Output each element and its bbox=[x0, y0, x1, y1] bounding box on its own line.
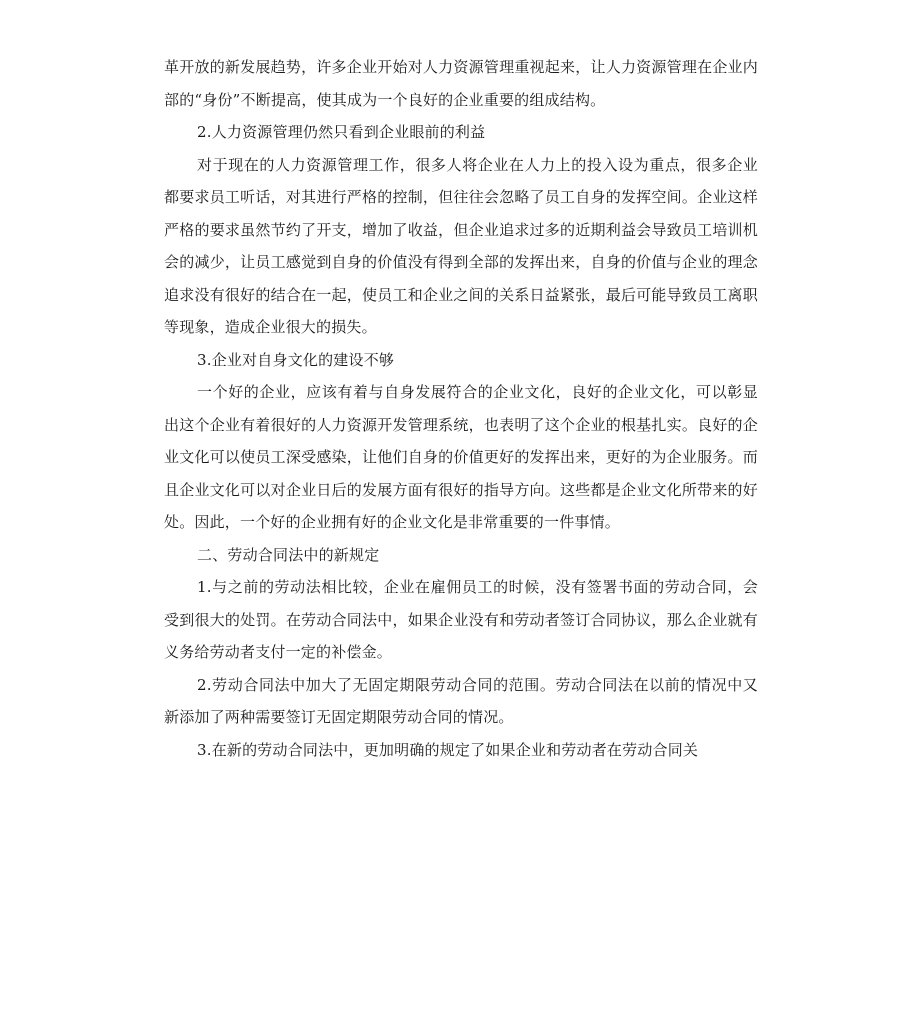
paragraph-rule-1: 1.与之前的劳动法相比较，企业在雇佣员工的时候，没有签署书面的劳动合同，会受到很大的处罚。在劳动合同法中，如果企业没有和劳动者签订合同协议，那么企业就有义务给劳动者支付一定的补偿金。 bbox=[164, 578, 758, 661]
document-body bbox=[164, 51, 758, 766]
paragraph-corporate-culture: 一个好的企业，应该有着与自身发展符合的企业文化，良好的企业文化，可以彰显出这个企业有着很好的人力资源开发管理系统，也表明了这个企业的根基扎实。良好的企业文化可以使员工深受感染，让他们自身的价值更好的发挥出来，更好的为企业服务。而且企业文化可以对企业日后的发展方面有很好的指导方向。这些都是企业文化所带来的好处。因此，一个好的企业拥有好的企业文化是非常重要的一件事情。 bbox=[164, 383, 758, 531]
paragraph-intro-continuation: 革开放的新发展趋势，许多企业开始对人力资源管理重视起来，让人力资源管理在企业内部的“身份”不断提高，使其成为一个良好的企业重要的组成结构。 bbox=[164, 58, 758, 109]
paragraph-rule-3: 3.在新的劳动合同法中，更加明确的规定了如果企业和劳动者在劳动合同关 bbox=[197, 740, 699, 759]
paragraph-short-term-interest: 对于现在的人力资源管理工作，很多人将企业在人力上的投入设为重点，很多企业都要求员工听话，对其进行严格的控制，但往往会忽略了员工自身的发挥空间。企业这样严格的要求虽然节约了开支，增加了收益，但企业追求过多的近期利益会导致员工培训机会的减少，让员工感觉到自身的价值没有得到全部的发挥出来，自身的价值与企业的理念追求没有很好的结合在一起，使员工和企业之间的关系日益紧张，最后可能导致员工离职等现象，造成企业很大的损失。 bbox=[164, 155, 758, 336]
section-heading-3: 3.企业对自身文化的建设不够 bbox=[197, 350, 395, 369]
chapter-heading-labor-contract-law: 二、劳动合同法中的新规定 bbox=[197, 545, 380, 564]
section-heading-2: 2.人力资源管理仍然只看到企业眼前的利益 bbox=[197, 123, 486, 141]
paragraph-rule-2: 2.劳动合同法中加大了无固定期限劳动合同的范围。劳动合同法在以前的情况中又新添加了两种需要签订无固定期限劳动合同的情况。 bbox=[164, 675, 758, 726]
